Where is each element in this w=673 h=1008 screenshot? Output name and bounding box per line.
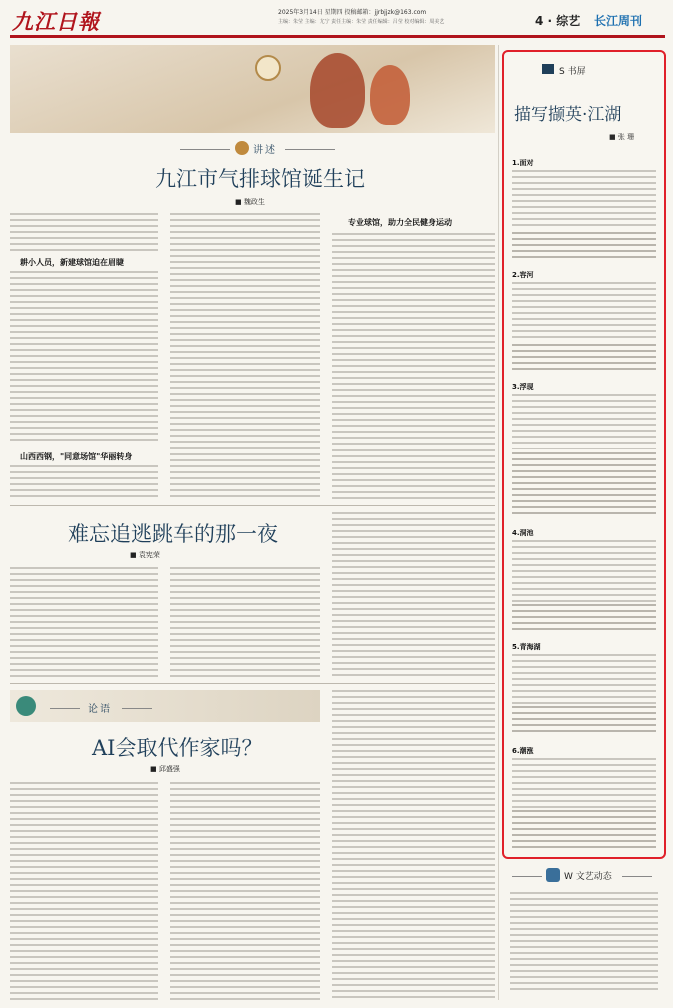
subhead: 耕小人员，新建球馆迫在眉睫 bbox=[20, 258, 124, 267]
article-title: 描写撷英·江湖 bbox=[514, 105, 622, 125]
article-author: ■ 袁宪荣 bbox=[130, 551, 160, 559]
section-heading: 2.容河 bbox=[512, 271, 534, 279]
book-icon bbox=[542, 64, 554, 74]
article-gym bbox=[10, 45, 495, 500]
decor-line bbox=[50, 708, 80, 709]
commentary-text bbox=[512, 452, 656, 516]
column-tag: 论语 bbox=[88, 704, 112, 715]
section-divider bbox=[10, 505, 495, 506]
article-author: ■ 魏政生 bbox=[235, 198, 265, 206]
newspaper-logo: 九江日報 bbox=[12, 9, 100, 34]
commentary-text bbox=[512, 604, 656, 632]
article-author: ■ 邱盛强 bbox=[150, 765, 180, 773]
body-text bbox=[10, 567, 158, 677]
decor-line bbox=[622, 876, 652, 877]
section-heading: 5.青海湖 bbox=[512, 643, 541, 651]
decor-line bbox=[285, 149, 335, 150]
body-text bbox=[170, 213, 320, 500]
decor-line bbox=[512, 876, 542, 877]
decor-line bbox=[122, 708, 152, 709]
masthead-rule bbox=[10, 35, 665, 38]
volleyball-icon bbox=[255, 55, 281, 81]
player-silhouette bbox=[370, 65, 410, 125]
body-text bbox=[170, 782, 320, 1000]
page-number: 4 · 综艺 bbox=[535, 14, 581, 28]
column-tag: 讲述 bbox=[253, 145, 277, 156]
section-heading: 3.浮现 bbox=[512, 383, 534, 391]
section-name: 长江周刊 bbox=[594, 14, 643, 28]
section-heading: 6.潮涨 bbox=[512, 747, 534, 755]
column-banner: S 书屏 bbox=[559, 67, 586, 77]
article-author: ■ 张 珊 bbox=[609, 133, 635, 141]
news-section bbox=[502, 862, 664, 1000]
body-text bbox=[10, 271, 158, 443]
editor-credits: 主编：朱莹 主编：尤宁 责任主编：朱莹 责任编辑：吕莹 校对编辑：周美艺 bbox=[278, 19, 445, 25]
body-text bbox=[10, 782, 158, 1000]
body-text bbox=[332, 233, 495, 500]
body-text bbox=[10, 213, 158, 253]
column-banner: W 文艺动态 bbox=[564, 872, 612, 882]
article-title: AI会取代作家吗？ bbox=[92, 736, 263, 760]
body-text bbox=[512, 170, 656, 230]
decor-line bbox=[180, 149, 230, 150]
right-column-box bbox=[502, 50, 666, 859]
body-text bbox=[332, 690, 495, 1000]
body-text bbox=[512, 654, 656, 704]
article-ai bbox=[10, 690, 495, 1000]
body-text bbox=[332, 512, 495, 677]
article-title: 难忘追逃跳车的那一夜 bbox=[68, 522, 278, 546]
subhead: 山西西钢，"同意场馆"华丽转身 bbox=[20, 452, 133, 461]
article-night bbox=[10, 512, 495, 677]
article-title: 九江市气排球馆诞生记 bbox=[155, 167, 365, 191]
column-badge-icon bbox=[235, 141, 249, 155]
body-text bbox=[512, 282, 656, 342]
issue-info: 2025年3月14日 星期四 投稿邮箱：jjrbjjzk@163.com bbox=[278, 9, 427, 16]
body-text bbox=[170, 567, 320, 677]
section-divider bbox=[10, 683, 495, 684]
commentary-text bbox=[512, 810, 656, 850]
volleyball-illustration bbox=[10, 45, 495, 133]
illustration bbox=[10, 690, 320, 722]
news-badge-icon bbox=[546, 868, 560, 882]
body-text bbox=[512, 758, 656, 808]
body-text bbox=[512, 394, 656, 449]
commentary-text bbox=[512, 706, 656, 734]
player-silhouette bbox=[310, 53, 365, 128]
subhead: 专业球馆，助力全民健身运动 bbox=[348, 218, 452, 227]
body-text bbox=[10, 465, 158, 500]
section-heading: 4.洞池 bbox=[512, 529, 534, 537]
body-text bbox=[512, 540, 656, 602]
column-badge-icon bbox=[16, 696, 36, 716]
column-divider bbox=[498, 45, 499, 1000]
commentary-text bbox=[512, 232, 656, 260]
section-heading: 1.面对 bbox=[512, 159, 534, 167]
masthead bbox=[0, 0, 673, 40]
commentary-text bbox=[512, 344, 656, 372]
body-text bbox=[510, 892, 658, 992]
